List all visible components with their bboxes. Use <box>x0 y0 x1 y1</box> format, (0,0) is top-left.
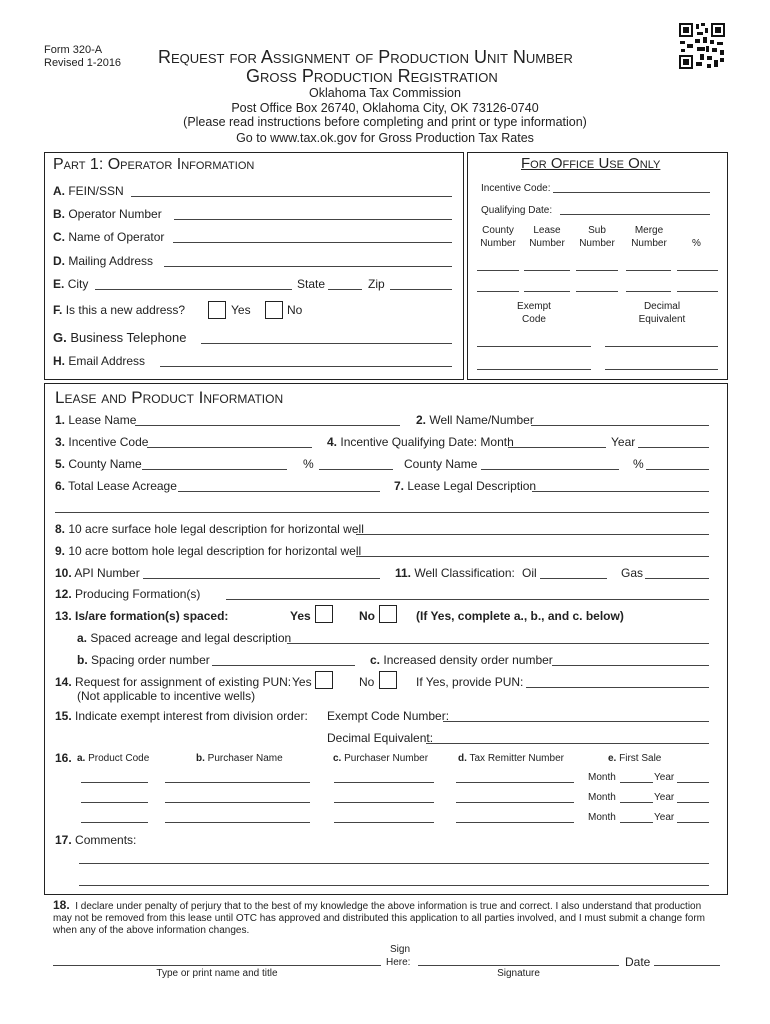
col-merge-top: Merge <box>634 225 664 236</box>
n15: 15. <box>55 709 72 723</box>
pun-no-label: No <box>359 675 375 689</box>
office-lease-field-2[interactable] <box>524 291 570 292</box>
office-qualifying-date-field[interactable] <box>560 214 710 215</box>
decimal-equivalent-field[interactable] <box>426 743 709 744</box>
spaced-note: (If Yes, complete a., b., and c. below) <box>416 609 624 623</box>
purchaser-number-field-1[interactable] <box>334 782 434 783</box>
oil-field[interactable] <box>540 578 607 579</box>
exempt-top: Exempt <box>517 301 551 312</box>
new-address-no-checkbox[interactable] <box>265 301 283 319</box>
new-address-yes-checkbox[interactable] <box>208 301 226 319</box>
office-sub-field-1[interactable] <box>576 270 618 271</box>
f-yes-label: Yes <box>231 303 251 317</box>
formation-field[interactable] <box>226 599 709 600</box>
density-order-label: Increased density order number <box>383 653 553 667</box>
tax-remitter-field-1[interactable] <box>456 782 574 783</box>
spaced-acreage-field[interactable] <box>287 643 709 644</box>
api-number-label: API Number <box>74 566 140 580</box>
b13-letter: b. <box>77 653 88 667</box>
office-lease-field-1[interactable] <box>524 270 570 271</box>
comments-field-1[interactable] <box>79 863 709 864</box>
surface-hole-field[interactable] <box>356 534 709 535</box>
c16e-letter: e. <box>608 753 617 764</box>
e-city-label: City <box>67 277 89 291</box>
agency-address: Post Office Box 26740, Oklahoma City, OK 73126-0740 <box>231 101 539 115</box>
office-decimal-field-1[interactable] <box>605 346 718 347</box>
n2: 2. <box>416 413 427 427</box>
decimal-equivalent-label: Decimal Equivalent: <box>327 731 434 745</box>
office-sub-field-2[interactable] <box>576 291 618 292</box>
year-label-2: Year <box>654 792 675 803</box>
b-letter: B. <box>53 207 65 221</box>
purchaser-name-field-3[interactable] <box>165 822 310 823</box>
comments-label: Comments: <box>75 833 137 847</box>
d-label: Mailing Address <box>68 254 154 268</box>
col-sub-bot: Number <box>579 238 615 249</box>
pun-note: (Not applicable to incentive wells) <box>77 689 256 703</box>
county-pct-label: % <box>303 457 314 471</box>
lease-title: Lease and Product Information <box>55 388 284 407</box>
purchaser-number-header: Purchaser Number <box>344 753 429 764</box>
office-merge-field-2[interactable] <box>626 291 671 292</box>
n16: 16. <box>55 751 72 765</box>
state-field[interactable] <box>328 289 362 290</box>
month-label-3: Month <box>588 812 616 823</box>
declaration-text-block <box>53 899 717 937</box>
decimal-top: Decimal <box>643 301 681 312</box>
sale-year-field-1[interactable] <box>677 782 709 783</box>
incentive-code-label: Incentive Code: <box>481 183 551 194</box>
gas-label: Gas <box>621 566 644 580</box>
qualifying-month-field[interactable] <box>508 447 606 448</box>
exempt-bot: Code <box>522 314 546 325</box>
first-sale-header: First Sale <box>619 753 662 764</box>
qualifying-year-label: Year <box>611 435 636 449</box>
spaced-yes-label: Yes <box>290 609 311 623</box>
office-exempt-code-field-1[interactable] <box>477 346 591 347</box>
spacing-order-label: Spacing order number <box>91 653 210 667</box>
lease-name-field[interactable] <box>135 425 400 426</box>
n4: 4. <box>327 435 338 449</box>
exempt-interest-label: Indicate exempt interest from division order: <box>75 709 308 723</box>
well-name-label: Well Name/Number <box>429 413 534 427</box>
spaced-acreage-label: Spaced acreage and legal description <box>90 631 292 645</box>
county-pct-field[interactable] <box>319 469 393 470</box>
n7: 7. <box>394 479 405 493</box>
n12: 12. <box>55 587 72 601</box>
operator-name-field[interactable] <box>173 242 452 243</box>
signature-field[interactable] <box>418 965 619 966</box>
e-zip-label: Zip <box>368 277 385 291</box>
email-field[interactable] <box>160 366 452 367</box>
decimal-bot: Equivalent <box>638 314 686 325</box>
pun-field[interactable] <box>526 687 709 688</box>
office-percent-field-2[interactable] <box>677 291 718 292</box>
qualifying-year-field[interactable] <box>638 447 709 448</box>
a-letter: A. <box>53 184 65 198</box>
tax-remitter-field-3[interactable] <box>456 822 574 823</box>
office-decimal-field-2[interactable] <box>605 369 718 370</box>
purchaser-number-field-3[interactable] <box>334 822 434 823</box>
business-telephone-field[interactable] <box>201 343 452 344</box>
signature-label: Signature <box>497 968 540 979</box>
date-field[interactable] <box>654 965 720 966</box>
c13-letter: c. <box>370 653 381 667</box>
office-percent-field-1[interactable] <box>677 270 718 271</box>
office-use-title: For Office Use Only <box>521 155 661 172</box>
b-label: Operator Number <box>68 207 162 221</box>
county-pct2-label: % <box>633 457 644 471</box>
qr-code-icon <box>678 22 726 70</box>
acreage-label: Total Lease Acreage <box>68 479 177 493</box>
pun-no-checkbox[interactable] <box>379 671 397 689</box>
col-merge-bot: Number <box>631 238 667 249</box>
month-label-1: Month <box>588 772 616 783</box>
sale-month-field-1[interactable] <box>620 782 653 783</box>
lease-name-label: Lease Name <box>68 413 137 427</box>
year-label-1: Year <box>654 772 675 783</box>
col-county-bot: Number <box>480 238 516 249</box>
bottom-hole-label: 10 acre bottom hole legal description for horizontal well <box>68 544 362 558</box>
agency-name: Oklahoma Tax Commission <box>309 86 461 100</box>
pun-yes-checkbox[interactable] <box>315 671 333 689</box>
col-county-top: County <box>482 225 514 236</box>
f-letter: F. <box>53 303 63 317</box>
n1: 1. <box>55 413 66 427</box>
n13: 13. <box>55 609 72 623</box>
n3: 3. <box>55 435 66 449</box>
well-class-label: Well Classification: <box>414 566 515 580</box>
n5: 5. <box>55 457 66 471</box>
col-percent: % <box>692 238 701 249</box>
purchaser-number-field-2[interactable] <box>334 802 434 803</box>
office-incentive-code-field[interactable] <box>553 192 710 193</box>
pun-request-label: Request for assignment of existing PUN: <box>75 675 292 689</box>
purchaser-name-field-2[interactable] <box>165 802 310 803</box>
sign-label: Sign <box>390 944 411 955</box>
fein-field[interactable] <box>131 196 452 197</box>
n9: 9. <box>55 544 66 558</box>
density-order-field[interactable] <box>552 665 709 666</box>
product-code-field-2[interactable] <box>81 802 148 803</box>
api-number-field[interactable] <box>143 578 380 579</box>
county-name2-field[interactable] <box>481 469 619 470</box>
gas-field[interactable] <box>645 578 709 579</box>
printed-name-label: Type or print name and title <box>156 968 278 979</box>
formation-label: Producing Formation(s) <box>75 587 201 601</box>
date-label: Date <box>625 955 651 969</box>
sale-month-field-3[interactable] <box>620 822 653 823</box>
oil-label: Oil <box>522 566 537 580</box>
instructions-note: (Please read instructions before completing and print or type information) <box>183 115 587 129</box>
product-code-field-1[interactable] <box>81 782 148 783</box>
county-name-field[interactable] <box>142 469 287 470</box>
c16a-letter: a. <box>77 753 86 764</box>
spaced-no-checkbox[interactable] <box>379 605 397 623</box>
g-label: Business Telephone <box>70 330 187 345</box>
year-label-3: Year <box>654 812 675 823</box>
incentive-code-field-label: Incentive Code <box>68 435 149 449</box>
mailing-address-field[interactable] <box>164 266 452 267</box>
col-lease-bot: Number <box>529 238 565 249</box>
e-letter: E. <box>53 277 65 291</box>
printed-name-field[interactable] <box>53 965 381 966</box>
c16b-letter: b. <box>196 753 205 764</box>
h-label: Email Address <box>68 354 146 368</box>
n10: 10. <box>55 566 72 580</box>
county-name-label: County Name <box>68 457 142 471</box>
spaced-label: Is/are formation(s) spaced: <box>75 609 229 623</box>
total-acreage-field[interactable] <box>178 491 380 492</box>
exempt-code-number-label: Exempt Code Number: <box>327 709 450 723</box>
a-label: FEIN/SSN <box>68 184 124 198</box>
purchaser-name-header: Purchaser Name <box>207 753 283 764</box>
col-sub-top: Sub <box>588 225 606 236</box>
d-letter: D. <box>53 254 65 268</box>
n8: 8. <box>55 522 66 536</box>
c16d-letter: d. <box>458 753 467 764</box>
n17: 17. <box>55 833 72 847</box>
sale-year-field-2[interactable] <box>677 802 709 803</box>
zip-field[interactable] <box>390 289 452 290</box>
f-label: Is this a new address? <box>65 303 186 317</box>
bottom-hole-field[interactable] <box>356 556 709 557</box>
tax-remitter-field-2[interactable] <box>456 802 574 803</box>
pun-provide-label: If Yes, provide PUN: <box>416 675 524 689</box>
legal-description-field-2[interactable] <box>55 512 709 513</box>
n18: 18. <box>53 898 70 912</box>
legal-description-label: Lease Legal Description <box>407 479 537 493</box>
c-letter: C. <box>53 230 65 244</box>
col-lease-top: Lease <box>533 225 561 236</box>
qualifying-date-label: Qualifying Date: <box>481 205 553 216</box>
spaced-yes-checkbox[interactable] <box>315 605 333 623</box>
county-name2-label: County Name <box>404 457 478 471</box>
city-field[interactable] <box>95 289 292 290</box>
office-exempt-code-field-2[interactable] <box>477 369 591 370</box>
product-code-field-3[interactable] <box>81 822 148 823</box>
n11: 11. <box>395 566 412 580</box>
h-letter: H. <box>53 354 65 368</box>
form-subtitle: Gross Production Registration <box>246 66 498 86</box>
here-label: Here: <box>386 957 411 968</box>
exempt-code-number-field[interactable] <box>443 721 709 722</box>
incentive-code-field[interactable] <box>147 447 312 448</box>
qualifying-month-label: Incentive Qualifying Date: Month <box>340 435 514 449</box>
legal-description-field[interactable] <box>532 491 709 492</box>
pun-yes-label: Yes <box>292 675 312 689</box>
purchaser-name-field-1[interactable] <box>165 782 310 783</box>
c16c-letter: c. <box>333 753 342 764</box>
a13-letter: a. <box>77 631 88 645</box>
month-label-2: Month <box>588 792 616 803</box>
spacing-order-field[interactable] <box>212 665 355 666</box>
office-merge-field-1[interactable] <box>626 270 671 271</box>
form-title: Request for Assignment of Production Unit Number <box>158 47 573 67</box>
n14: 14. <box>55 675 72 689</box>
county-pct2-field[interactable] <box>646 469 709 470</box>
operator-number-field[interactable] <box>174 219 452 220</box>
form-number: Form 320-A <box>44 44 103 56</box>
surface-hole-label: 10 acre surface hole legal description for horizontal well <box>68 522 364 536</box>
declaration-text: I declare under penalty of perjury that to the best of my knowledge the above information is true and correct. I also understand that production may not be removed from this lease until OTC has approved and distributed this application to all parties involved, and I must submit a change form when any of the above information changes. <box>53 901 706 936</box>
g-letter: G. <box>53 330 67 345</box>
e-state-label: State <box>297 277 326 291</box>
comments-field-2[interactable] <box>79 885 709 886</box>
f-no-label: No <box>287 303 303 317</box>
spaced-no-label: No <box>359 609 375 623</box>
well-name-field[interactable] <box>531 425 709 426</box>
n6: 6. <box>55 479 66 493</box>
website-note: Go to www.tax.ok.gov for Gross Production Tax Rates <box>236 131 534 145</box>
revised-date: Revised 1-2016 <box>44 57 122 69</box>
c-label: Name of Operator <box>68 230 165 244</box>
sale-month-field-2[interactable] <box>620 802 653 803</box>
office-county-field-1[interactable] <box>477 270 519 271</box>
tax-remitter-header: Tax Remitter Number <box>469 753 564 764</box>
sale-year-field-3[interactable] <box>677 822 709 823</box>
part1-title: Part 1: Operator Information <box>53 156 255 173</box>
product-code-header: Product Code <box>88 753 150 764</box>
office-county-field-2[interactable] <box>477 291 519 292</box>
